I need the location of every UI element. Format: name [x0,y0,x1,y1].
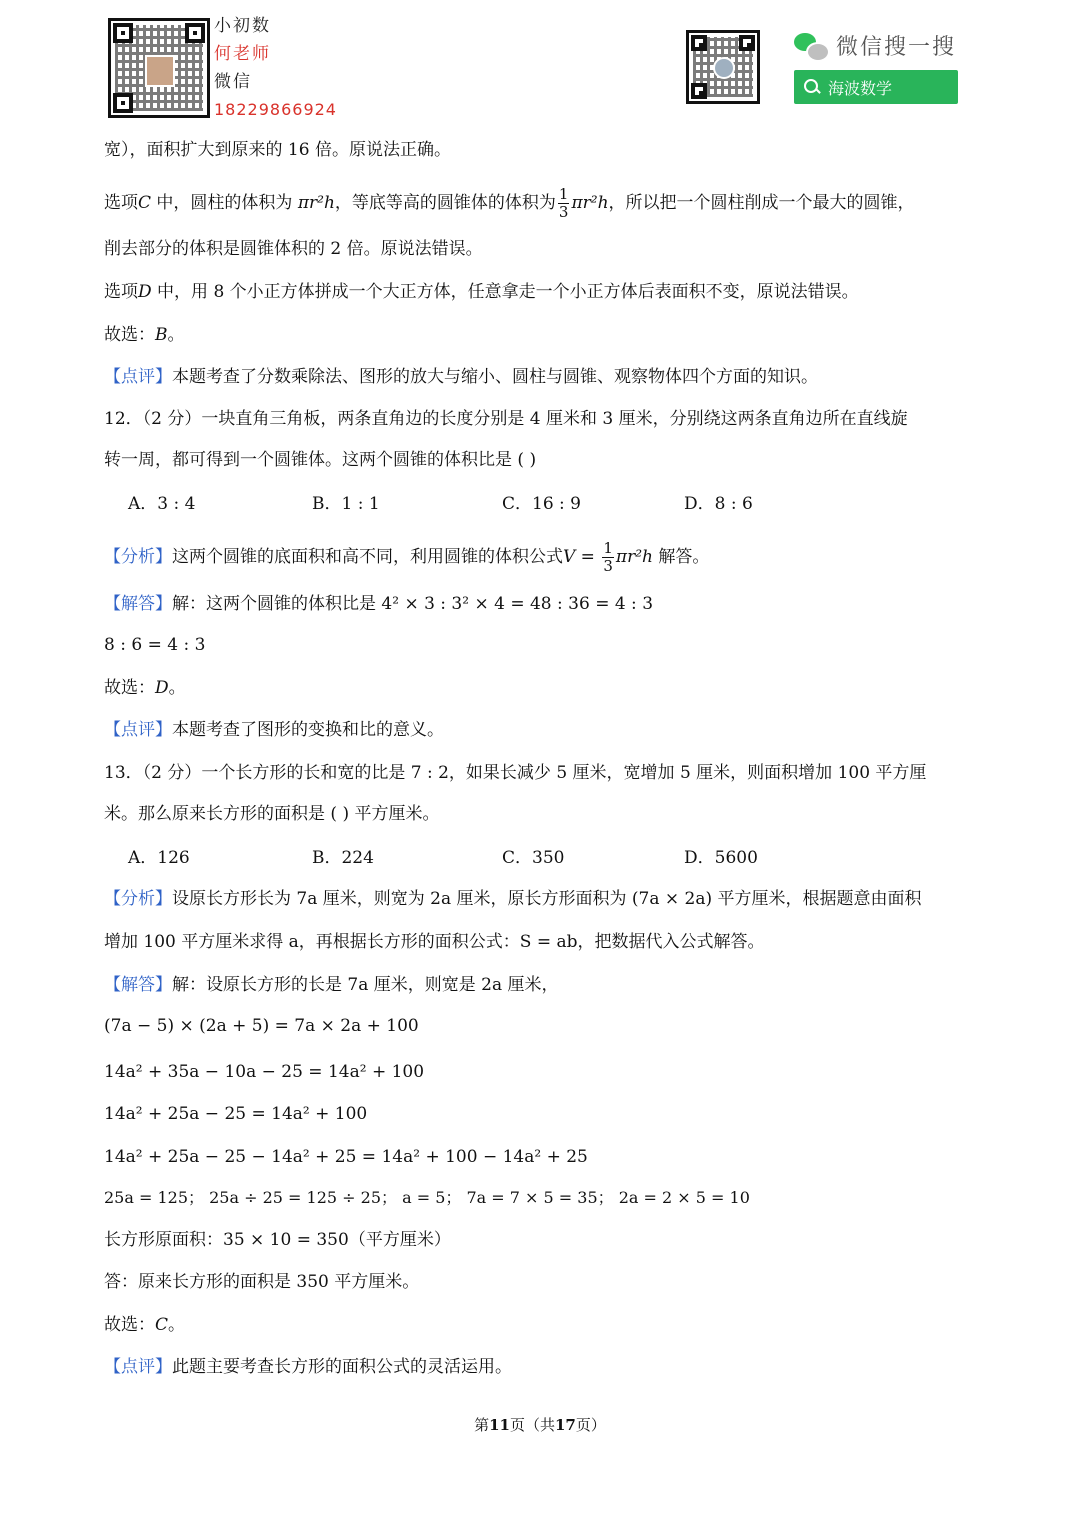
equation-line: 14a² + 25a − 25 = 14a² + 100 [104,1104,368,1124]
solution-tag: 【解答】 [104,594,172,614]
review-tag: 【点评】 [104,1357,172,1377]
teacher-photo [145,55,175,87]
equation-line: 14a² + 25a − 25 − 14a² + 25 = 14a² + 100 − 14a² + 25 [104,1147,588,1167]
equation-line: 长方形原面积：35 × 10 = 350（平方厘米） [104,1230,451,1250]
teacher-name: 何老师 [214,44,271,64]
page-header [0,0,1080,125]
wechat-search-button[interactable] [794,70,958,104]
solution-tag: 【解答】 [104,975,172,995]
text-line: 削去部分的体积是圆锥体积的 2 倍。原说法错误。 [104,239,483,259]
teacher-line-3: 微信 [214,72,252,92]
q13-solution: 【解答】解：设原长方形的长是 7a 厘米，则宽是 2a 厘米， [104,975,559,995]
cone-formula: πr²h [571,193,609,213]
wechat-icon [794,33,828,59]
teacher-qr-code [108,18,210,118]
wechat-search-brand [794,30,956,61]
answer-statement: 答：原来长方形的面积是 350 平方厘米。 [104,1272,420,1292]
teacher-line-1: 小初数 [214,16,271,36]
question-12-line-2: 转一周，都可得到一个圆锥体。这两个圆锥的体积比是 ( ) [104,450,537,470]
q12-option-b: B．1 : 1 [312,494,380,514]
answer-line: 故选：B。 [104,325,185,345]
wechat-search-label: 海波数学 [828,78,893,98]
qr-finder [113,93,133,113]
wechat-qr-code [686,30,760,104]
cylinder-formula: πr²h [297,193,335,213]
review-tag: 【点评】 [104,367,172,387]
q13-option-c: C．350 [502,848,565,868]
question-13-line-2: 米。那么原来长方形的面积是 ( ) 平方厘米。 [104,804,440,824]
search-icon [804,79,820,95]
total-pages: 17 [555,1416,576,1434]
text-line: 选项C 中，圆柱的体积为 πr²h，等底等高的圆锥体的体积为 $\frac{1}{3}$ πr²h，所以把一个圆柱削成一个最大的圆锥， [104,185,915,221]
teacher-phone: 18229866924 [214,100,337,119]
qr-finder [691,35,707,51]
equation-line: (7a − 5) × (2a + 5) = 7a × 2a + 100 [104,1016,419,1036]
analysis-tag: 【分析】 [104,889,172,909]
q12-option-d: D．8 : 6 [684,494,753,514]
q13-analysis-line-2: 增加 100 平方厘米求得 a，再根据长方形的面积公式：S = ab，把数据代入公式解答。 [104,932,765,952]
wechat-brand-text: 微信搜一搜 [836,35,957,60]
q12-option-a: A．3 : 4 [128,494,196,514]
q13-option-a: A．126 [128,848,190,868]
q13-option-b: B．224 [312,848,374,868]
q13-analysis-line-1: 【分析】设原长方形长为 7a 厘米，则宽为 2a 厘米，原长方形面积为 (7a × 2a) 平方厘米，根据题意由面积 [104,889,922,909]
review-line: 【点评】此题主要考查长方形的面积公式的灵活运用。 [104,1357,512,1377]
equation-line: 25a = 125； 25a ÷ 25 = 125 ÷ 25； a = 5； 7a = 7 × 5 = 35； 2a = 2 × 5 = 10 [104,1188,750,1207]
q12-option-c: C．16 : 9 [502,494,581,514]
equation-line: 14a² + 35a − 10a − 25 = 14a² + 100 [104,1062,425,1082]
teacher-info [214,12,337,124]
review-line: 【点评】本题考查了图形的变换和比的意义。 [104,720,444,740]
question-12-line-1: 12．（2 分）一块直角三角板，两条直角边的长度分别是 4 厘米和 3 厘米，分别绕这两条直角边所在直线旋 [104,409,908,429]
review-line: 【点评】本题考查了分数乘除法、图形的放大与缩小、圆柱与圆锥、观察物体四个方面的知识。 [104,367,818,387]
page-number: 11 [489,1416,510,1434]
q12-solution-line-2: 8 : 6 = 4 : 3 [104,635,206,655]
qr-finder [739,35,755,51]
text-line: 宽），面积扩大到原来的 16 倍。原说法正确。 [104,140,451,160]
answer-line: 故选：D。 [104,678,186,698]
text-line: 选项D 中，用 8 个小正方体拼成一个大正方体，任意拿走一个小正方体后表面积不变，原说法错误。 [104,282,859,302]
qr-finder [185,23,205,43]
qr-finder [113,23,133,43]
fraction-one-third: $\frac{1}{3}$ [603,539,613,575]
page-footer: 第11页（共17页） [474,1416,606,1434]
question-13-line-1: 13．（2 分）一个长方形的长和宽的比是 7 : 2，如果长减少 5 厘米，宽增加 5 厘米，则面积增加 100 平方厘 [104,763,927,783]
q12-solution: 【解答】解：这两个圆锥的体积比是 4² × 3 : 3² × 4 = 48 : 36 = 4 : 3 [104,594,654,614]
answer-line: 故选：C。 [104,1315,186,1335]
qr-finder [691,83,707,99]
review-tag: 【点评】 [104,720,172,740]
q12-analysis: 【分析】这两个圆锥的底面积和高不同，利用圆锥的体积公式V = $\frac{1}{3}$ πr²h 解答。 [104,539,710,575]
q13-option-d: D．5600 [684,848,758,868]
fraction-one-third: $\frac{1}{3}$ [558,185,569,221]
analysis-tag: 【分析】 [104,547,172,567]
qr-logo [713,57,735,79]
